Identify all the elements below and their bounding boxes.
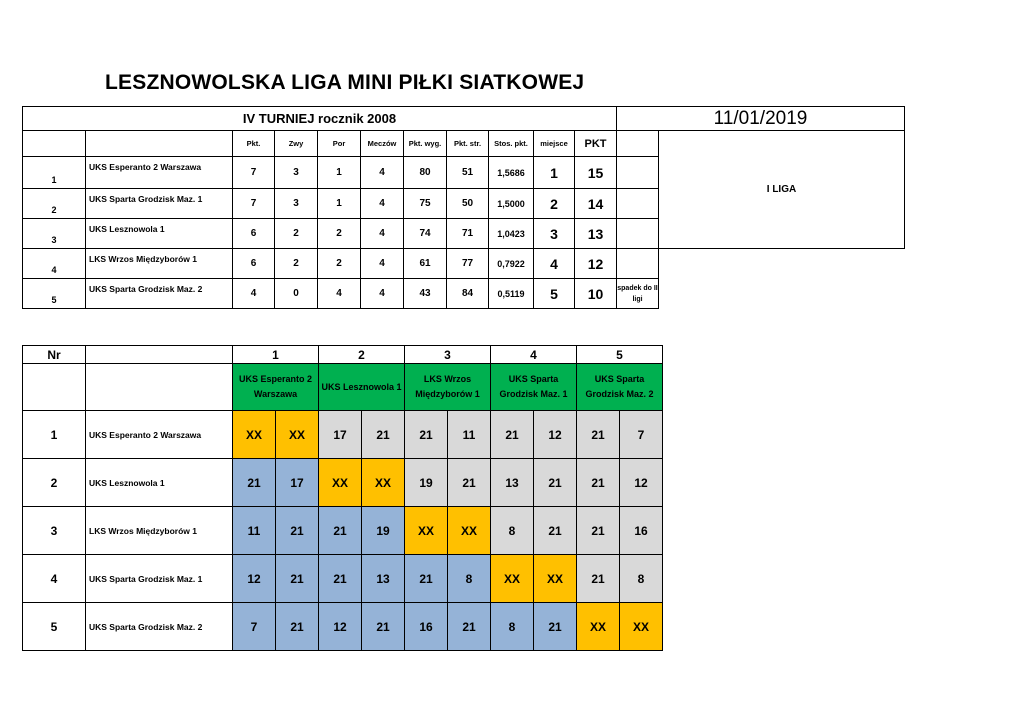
- score-cell: 21: [276, 603, 319, 651]
- score-cell: 19: [362, 507, 405, 555]
- score-cell: 11: [233, 507, 276, 555]
- column-team: UKS Esperanto 2 Warszawa: [233, 364, 319, 411]
- score-cell: 21: [577, 411, 620, 459]
- rank-number: 2: [23, 189, 86, 219]
- self-match-cell: XX: [491, 555, 534, 603]
- column-header: PKT: [575, 131, 617, 157]
- grid-row: [23, 603, 663, 651]
- grid-row: [23, 411, 663, 459]
- stat-cell: 1: [318, 189, 361, 219]
- score-cell: 13: [362, 555, 405, 603]
- stat-cell: 4: [361, 189, 404, 219]
- row-number: 5: [23, 603, 86, 651]
- row-team: UKS Sparta Grodzisk Maz. 1: [86, 555, 233, 603]
- score-cell: 21: [405, 411, 448, 459]
- score-cell: 21: [448, 603, 491, 651]
- score-cell: 21: [534, 459, 577, 507]
- column-number: 5: [577, 346, 663, 364]
- stat-cell: 2: [275, 249, 318, 279]
- stat-cell: 2: [318, 219, 361, 249]
- score-cell: 12: [233, 555, 276, 603]
- row-team: UKS Sparta Grodzisk Maz. 2: [86, 603, 233, 651]
- stat-cell: 4: [318, 279, 361, 309]
- team-name: UKS Sparta Grodzisk Maz. 1: [86, 189, 233, 219]
- row-number: 2: [23, 459, 86, 507]
- grid-row: [23, 507, 663, 555]
- stat-cell: 0,5119: [489, 279, 534, 309]
- relegation-note: spadek do II ligi: [617, 279, 659, 309]
- stat-cell: 0: [275, 279, 318, 309]
- stat-cell: 4: [233, 279, 275, 309]
- score-cell: 8: [448, 555, 491, 603]
- league-label: I LIGA: [659, 131, 905, 249]
- points-cell: 12: [575, 249, 617, 279]
- column-number: 4: [491, 346, 577, 364]
- column-team: UKS Lesznowola 1: [319, 364, 405, 411]
- stat-cell: 0,7922: [489, 249, 534, 279]
- date-label: 11/01/2019: [617, 107, 905, 131]
- stat-cell: 4: [361, 157, 404, 189]
- self-match-cell: XX: [362, 459, 405, 507]
- stat-cell: 4: [361, 219, 404, 249]
- column-team: LKS Wrzos Międzyborów 1: [405, 364, 491, 411]
- score-cell: 17: [319, 411, 362, 459]
- score-cell: 21: [405, 555, 448, 603]
- points-cell: 10: [575, 279, 617, 309]
- points-cell: 15: [575, 157, 617, 189]
- column-header: Por: [318, 131, 361, 157]
- page-title: LESZNOWOLSKA LIGA MINI PIŁKI SIATKOWEJ: [105, 71, 585, 94]
- self-match-cell: XX: [577, 603, 620, 651]
- stat-cell: 7: [233, 189, 275, 219]
- column-header: Meczów: [361, 131, 404, 157]
- score-cell: 19: [405, 459, 448, 507]
- score-cell: 21: [362, 603, 405, 651]
- place-cell: 1: [534, 157, 575, 189]
- score-cell: 21: [491, 411, 534, 459]
- nr-header: Nr: [23, 346, 86, 364]
- score-cell: 7: [233, 603, 276, 651]
- stat-cell: 4: [361, 279, 404, 309]
- column-number: 1: [233, 346, 319, 364]
- stat-cell: 51: [447, 157, 489, 189]
- stat-cell: 77: [447, 249, 489, 279]
- stat-cell: 84: [447, 279, 489, 309]
- score-cell: 12: [534, 411, 577, 459]
- grid-row: [23, 459, 663, 507]
- column-header: Zwy: [275, 131, 318, 157]
- score-cell: 13: [491, 459, 534, 507]
- results-grid: [22, 345, 663, 651]
- grid-number-row: [23, 346, 663, 364]
- score-cell: 8: [491, 507, 534, 555]
- score-cell: 21: [577, 555, 620, 603]
- points-cell: 14: [575, 189, 617, 219]
- standings-table: [22, 106, 905, 309]
- column-header: Pkt. str.: [447, 131, 489, 157]
- score-cell: 21: [577, 459, 620, 507]
- score-cell: 21: [276, 555, 319, 603]
- stat-cell: 2: [275, 219, 318, 249]
- team-name: LKS Wrzos Międzyborów 1: [86, 249, 233, 279]
- score-cell: 12: [319, 603, 362, 651]
- column-header: Pkt. wyg.: [404, 131, 447, 157]
- stat-cell: 50: [447, 189, 489, 219]
- stat-cell: 1: [318, 157, 361, 189]
- score-cell: 21: [534, 507, 577, 555]
- column-team: UKS Sparta Grodzisk Maz. 2: [577, 364, 663, 411]
- stat-cell: 43: [404, 279, 447, 309]
- stat-cell: 7: [233, 157, 275, 189]
- rank-number: 1: [23, 157, 86, 189]
- self-match-cell: XX: [276, 411, 319, 459]
- row-team: UKS Esperanto 2 Warszawa: [86, 411, 233, 459]
- row-team: LKS Wrzos Międzyborów 1: [86, 507, 233, 555]
- row-number: 4: [23, 555, 86, 603]
- stat-cell: 61: [404, 249, 447, 279]
- stat-cell: 74: [404, 219, 447, 249]
- score-cell: 12: [620, 459, 663, 507]
- stat-cell: 2: [318, 249, 361, 279]
- score-cell: 21: [319, 555, 362, 603]
- score-cell: 8: [491, 603, 534, 651]
- column-header: Pkt.: [233, 131, 275, 157]
- score-cell: 17: [276, 459, 319, 507]
- score-cell: 21: [276, 507, 319, 555]
- score-cell: 16: [620, 507, 663, 555]
- column-number: 3: [405, 346, 491, 364]
- stat-cell: 3: [275, 189, 318, 219]
- rank-number: 3: [23, 219, 86, 249]
- standings-row: [23, 279, 905, 309]
- column-header: miejsce: [534, 131, 575, 157]
- row-team: UKS Lesznowola 1: [86, 459, 233, 507]
- column-header: Stos. pkt.: [489, 131, 534, 157]
- rank-number: 4: [23, 249, 86, 279]
- score-cell: 8: [620, 555, 663, 603]
- self-match-cell: XX: [448, 507, 491, 555]
- self-match-cell: XX: [319, 459, 362, 507]
- tournament-title: IV TURNIEJ rocznik 2008: [23, 107, 617, 131]
- team-name: UKS Esperanto 2 Warszawa: [86, 157, 233, 189]
- standings-header-row: [23, 131, 905, 157]
- column-number: 2: [319, 346, 405, 364]
- points-cell: 13: [575, 219, 617, 249]
- score-cell: 21: [362, 411, 405, 459]
- grid-row: [23, 555, 663, 603]
- self-match-cell: XX: [405, 507, 448, 555]
- stat-cell: 3: [275, 157, 318, 189]
- place-cell: 4: [534, 249, 575, 279]
- self-match-cell: XX: [233, 411, 276, 459]
- self-match-cell: XX: [620, 603, 663, 651]
- score-cell: 11: [448, 411, 491, 459]
- stat-cell: 75: [404, 189, 447, 219]
- place-cell: 3: [534, 219, 575, 249]
- team-name: UKS Sparta Grodzisk Maz. 2: [86, 279, 233, 309]
- score-cell: 21: [448, 459, 491, 507]
- grid-team-header-row: [23, 364, 663, 411]
- row-number: 1: [23, 411, 86, 459]
- stat-cell: 1,0423: [489, 219, 534, 249]
- score-cell: 21: [233, 459, 276, 507]
- score-cell: 16: [405, 603, 448, 651]
- self-match-cell: XX: [534, 555, 577, 603]
- stat-cell: 80: [404, 157, 447, 189]
- stat-cell: 1,5686: [489, 157, 534, 189]
- standings-row: [23, 249, 905, 279]
- score-cell: 21: [534, 603, 577, 651]
- place-cell: 5: [534, 279, 575, 309]
- team-name: UKS Lesznowola 1: [86, 219, 233, 249]
- score-cell: 21: [577, 507, 620, 555]
- stat-cell: 6: [233, 249, 275, 279]
- stat-cell: 1,5000: [489, 189, 534, 219]
- stat-cell: 6: [233, 219, 275, 249]
- row-number: 3: [23, 507, 86, 555]
- score-cell: 7: [620, 411, 663, 459]
- stat-cell: 4: [361, 249, 404, 279]
- place-cell: 2: [534, 189, 575, 219]
- score-cell: 21: [319, 507, 362, 555]
- rank-number: 5: [23, 279, 86, 309]
- column-team: UKS Sparta Grodzisk Maz. 1: [491, 364, 577, 411]
- stat-cell: 71: [447, 219, 489, 249]
